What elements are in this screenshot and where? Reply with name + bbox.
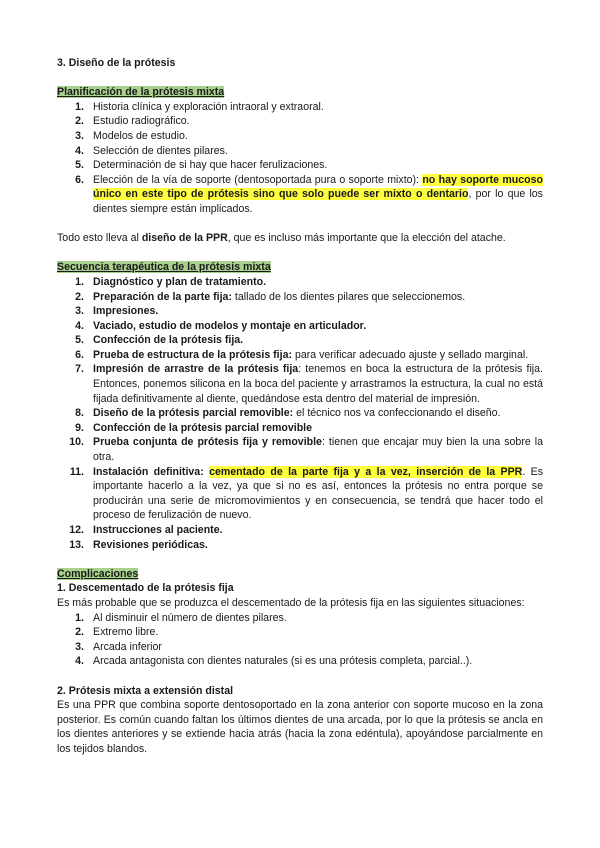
sequence-heading-text: Secuencia terapéutica de la prótesis mixta — [57, 261, 271, 274]
highlighted-text: no hay soporte mucoso único en este tipo de prótesis sino que solo puede ser mixto o dentario — [93, 173, 543, 201]
list-item: 9. Confección de la prótesis parcial removible — [75, 421, 313, 434]
complications-heading — [57, 567, 543, 582]
summary-paragraph: Todo esto lleva al diseño de la PPR, que es incluso más importante que la elección del atache. — [57, 232, 506, 245]
section-heading: 3. Diseño de la prótesis — [57, 57, 176, 69]
planning-heading — [57, 85, 543, 100]
list-item: 3. Modelos de estudio. — [75, 129, 188, 142]
planning-heading-text: Planificación de la prótesis mixta — [57, 86, 225, 99]
planning-list — [57, 100, 543, 217]
list-item: 2. Preparación de la parte fija: tallado de los dientes pilares que seleccionemos. — [75, 290, 466, 303]
list-item: 6. Elección de la vía de soporte (dentosoportada pura o soporte mixto): no hay soporte mucoso único en este tipo de prótesis sino que solo puede ser mixto o dentario, por lo que los dientes siempre están implicados. — [75, 173, 543, 215]
sequence-heading — [57, 260, 543, 275]
complication-2-text: Es una PPR que combina soporte dentosoportado en la zona anterior con soporte mucoso en la zona posterior. Es común cuando faltan los últimos dientes de una arcada, por lo que la prótesis se ancla en los dientes anteriores y se extiende hacia atrás (hacia la zona edéntula), apoyándose parcialmente en los tejidos blandos. — [57, 699, 543, 755]
complication-1-intro: Es más probable que se produzca el descementado de la prótesis fija en las siguientes situaciones: — [57, 596, 525, 609]
list-item: 11. Instalación definitiva: cementado de la parte fija y a la vez, inserción de la PPR. Es importante hacerlo a la vez, ya que si no es así, entonces la prótesis no entra porque se producirán una serie de micromovimientos y en consecuencia, se tendrá que hacer todo el proceso de ferulización de nuevo. — [69, 465, 543, 522]
highlighted-text: cementado de la parte fija y a la vez, inserción de la PPR — [209, 465, 523, 478]
list-item: 1. Diagnóstico y plan de tratamiento. — [75, 275, 267, 288]
list-item: 3. Arcada inferior — [75, 640, 162, 653]
list-item: 6. Prueba de estructura de la prótesis fija: para verificar adecuado ajuste y sellado marginal. — [75, 348, 529, 361]
list-item: 4. Arcada antagonista con dientes naturales (si es una prótesis completa, parcial..). — [75, 655, 473, 668]
list-item: 10. Prueba conjunta de prótesis fija y removible: tienen que encajar muy bien la una sobre la otra. — [69, 436, 543, 464]
list-item: 1. Historia clínica y exploración intraoral y extraoral. — [75, 100, 324, 113]
complication-1-title: 1. Descementado de la prótesis fija — [57, 582, 234, 595]
list-item: 12. Instrucciones al paciente. — [69, 524, 223, 536]
list-item: 3. Impresiones. — [75, 305, 159, 318]
list-item: 8. Diseño de la prótesis parcial removible: el técnico nos va confeccionando el diseño. — [75, 407, 501, 420]
list-item: 4. Vaciado, estudio de modelos y montaje en articulador. — [75, 319, 367, 332]
list-item: 2. Estudio radiográfico. — [75, 115, 190, 128]
complication-2-title: 2. Prótesis mixta a extensión distal — [57, 684, 234, 697]
list-item: 5. Determinación de si hay que hacer ferulizaciones. — [75, 159, 328, 172]
list-item: 7. Impresión de arrastre de la prótesis fija: tenemos en boca la estructura de la prótesis fija. Entonces, ponemos silicona en la boca del paciente y arrastramos la estructura, la cual no está fijada definitivamente al diente, quedándose esta dentro del material de impresión. — [75, 363, 543, 405]
complications-heading-text: Complicaciones — [57, 567, 139, 580]
list-item: 4. Selección de dientes pilares. — [75, 144, 228, 157]
sequence-list — [57, 275, 543, 552]
list-item: 1. Al disminuir el número de dientes pilares. — [75, 611, 287, 624]
list-item: 2. Extremo libre. — [75, 626, 159, 639]
document-body — [57, 56, 543, 757]
complication-1-list — [57, 611, 543, 669]
list-item: 5. Confección de la prótesis fija. — [75, 334, 244, 347]
list-item: 13. Revisiones periódicas. — [69, 538, 208, 551]
